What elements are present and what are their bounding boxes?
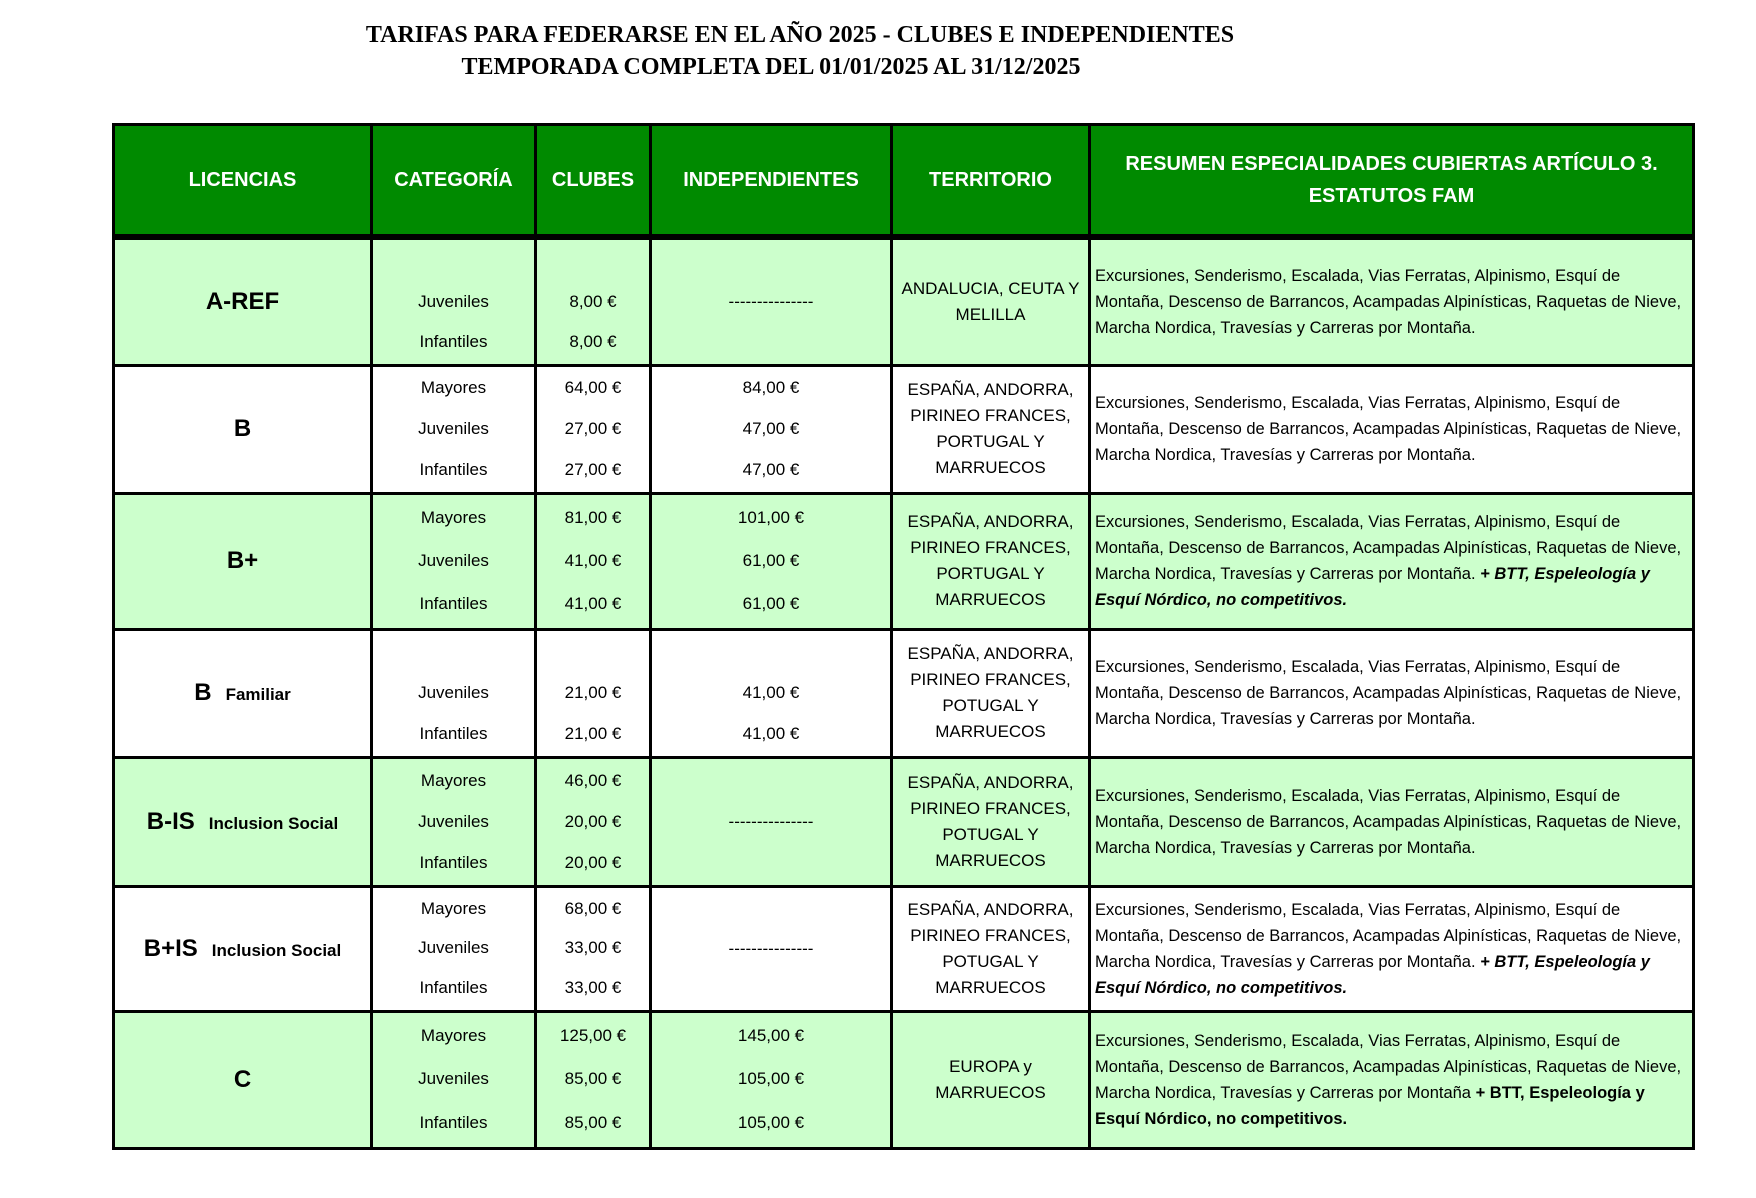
document-title: TARIFAS PARA FEDERARSE EN EL AÑO 2025 - CLUBES E INDEPENDIENTES <box>365 22 1235 48</box>
territorio-cell: ESPAÑA, ANDORRA, PIRINEO FRANCES, PORTUGAL Y MARRUECOS <box>892 365 1090 493</box>
independientes-price-value: 41,00 € <box>742 682 800 702</box>
header-independientes: INDEPENDIENTES <box>651 125 892 238</box>
licencia-name: B <box>233 415 252 442</box>
clubes-price-value: 64,00 € <box>564 378 622 398</box>
licencia-subtitle: Inclusion Social <box>208 813 339 833</box>
categoria-cell <box>372 757 536 886</box>
rates-table <box>112 123 1695 1150</box>
especialidades-text: Excursiones, Senderismo, Escalada, Vias Ferratas, Alpinismo, Esquí de Montaña, Descenso de Barrancos, Acampadas Alpinísticas, Raquetas de Nieve, Marcha Nordica, Travesías y Carreras por Montaña. <box>1095 786 1682 857</box>
independientes-price-value: 61,00 € <box>742 594 800 614</box>
clubes-price-value: 41,00 € <box>564 550 622 570</box>
table-row <box>114 237 1694 365</box>
clubes-price-cell <box>536 237 651 365</box>
independientes-price-value: 105,00 € <box>737 1069 805 1089</box>
especialidades-text: Excursiones, Senderismo, Escalada, Vias Ferratas, Alpinismo, Esquí de Montaña, Descenso de Barrancos, Acampadas Alpinísticas, Raquetas de Nieve, Marcha Nordica, Travesías y Carreras por Montaña. <box>1095 658 1682 728</box>
clubes-price-value <box>537 642 649 662</box>
territorio-cell: ESPAÑA, ANDORRA, PIRINEO FRANCES, POTUGAL Y MARRUECOS <box>892 629 1090 757</box>
categoria-value: Infantiles <box>419 852 488 872</box>
clubes-price-cell <box>536 629 651 757</box>
categoria-value: Mayores <box>420 1025 487 1045</box>
especialidades-extra: + BTT, Espeleología y Esquí Nórdico, no competitivos. <box>1095 565 1650 609</box>
licencia-name: B+ <box>226 547 259 574</box>
clubes-price-value: 41,00 € <box>564 594 622 614</box>
categoria-value: Juveniles <box>418 938 489 958</box>
clubes-price-value: 85,00 € <box>564 1113 622 1133</box>
licencia-name: A-REF <box>205 287 280 315</box>
especialidades-text: Excursiones, Senderismo, Escalada, Vias Ferratas, Alpinismo, Esquí de Montaña, Descenso de Barrancos, Acampadas Alpinísticas, Raquetas de Nieve, Marcha Nordica, Travesías y Carreras por Montaña. <box>1095 900 1682 971</box>
clubes-price-cell <box>536 493 651 629</box>
territorio-cell: EUROPA y MARRUECOS <box>892 1011 1090 1148</box>
categoria-cell <box>372 237 536 365</box>
clubes-price-value: 85,00 € <box>564 1069 622 1089</box>
independientes-price-cell <box>651 237 892 365</box>
table-row <box>114 886 1694 1011</box>
independientes-price-value: 47,00 € <box>742 418 800 438</box>
categoria-value: Infantiles <box>419 1113 488 1133</box>
especialidades-cell <box>1090 629 1694 757</box>
categoria-value: Juveniles <box>418 291 489 311</box>
independientes-price-value: --------------- <box>728 938 814 958</box>
especialidades-cell <box>1090 886 1694 1011</box>
licencia-name: B-IS <box>146 807 195 835</box>
independientes-price-cell <box>651 757 892 886</box>
independientes-price-value <box>652 642 890 662</box>
licencia-name: B <box>194 679 212 706</box>
independientes-price-cell <box>651 1011 892 1148</box>
independientes-price-value: 101,00 € <box>737 507 805 527</box>
header-clubes: CLUBES <box>536 125 651 238</box>
clubes-price-value: 21,00 € <box>564 682 622 702</box>
header-categoria: CATEGORÍA <box>372 125 536 238</box>
clubes-price-value: 81,00 € <box>564 507 622 527</box>
independientes-price-value: 61,00 € <box>742 550 800 570</box>
licencia-cell <box>114 629 372 757</box>
especialidades-cell <box>1090 493 1694 629</box>
independientes-price-value: --------------- <box>728 291 814 311</box>
clubes-price-value: 8,00 € <box>569 332 617 352</box>
licencia-name: B+IS <box>143 934 198 962</box>
table-header-row <box>114 125 1694 238</box>
clubes-price-value: 33,00 € <box>564 978 622 998</box>
categoria-value: Mayores <box>420 770 487 790</box>
clubes-price-cell <box>536 886 651 1011</box>
especialidades-text: Excursiones, Senderismo, Escalada, Vias Ferratas, Alpinismo, Esquí de Montaña, Descenso de Barrancos, Acampadas Alpinísticas, Raquetas de Nieve, Marcha Nordica, Travesías y Carreras por Montaña <box>1095 1031 1682 1102</box>
categoria-value: Juveniles <box>418 811 489 831</box>
licencia-cell <box>114 757 372 886</box>
licencia-subtitle: Inclusion Social <box>211 940 342 960</box>
licencia-name: C <box>233 1065 252 1093</box>
independientes-price-value: 105,00 € <box>737 1113 805 1133</box>
licencia-cell <box>114 493 372 629</box>
categoria-cell <box>372 493 536 629</box>
territorio-cell: ESPAÑA, ANDORRA, PIRINEO FRANCES, POTUGAL Y MARRUECOS <box>892 886 1090 1011</box>
categoria-value: Infantiles <box>419 332 488 352</box>
clubes-price-cell <box>536 1011 651 1148</box>
independientes-price-cell <box>651 629 892 757</box>
territorio-cell: ESPAÑA, ANDORRA, PIRINEO FRANCES, PORTUGAL Y MARRUECOS <box>892 493 1090 629</box>
categoria-cell <box>372 1011 536 1148</box>
categoria-value <box>373 251 534 271</box>
especialidades-text: Excursiones, Senderismo, Escalada, Vias Ferratas, Alpinismo, Esquí de Montaña, Descenso de Barrancos, Acampadas Alpinísticas, Raquetas de Nieve, Marcha Nordica, Travesías y Carreras por Montaña. <box>1095 266 1682 337</box>
independientes-price-cell <box>651 886 892 1011</box>
licencia-cell <box>114 237 372 365</box>
especialidades-cell <box>1090 757 1694 886</box>
categoria-value: Infantiles <box>419 459 488 479</box>
especialidades-text: Excursiones, Senderismo, Escalada, Vias Ferratas, Alpinismo, Esquí de Montaña, Descenso de Barrancos, Acampadas Alpinísticas, Raquetas de Nieve, Marcha Nordica, Travesías y Carreras por Montaña. <box>1095 513 1682 583</box>
header-territorio: TERRITORIO <box>892 125 1090 238</box>
especialidades-cell <box>1090 237 1694 365</box>
categoria-value: Juveniles <box>418 682 489 702</box>
header-licencias: LICENCIAS <box>114 125 372 238</box>
header-resumen: RESUMEN ESPECIALIDADES CUBIERTAS ARTÍCULO 3. ESTATUTOS FAM <box>1090 125 1694 238</box>
categoria-cell <box>372 886 536 1011</box>
independientes-price-value: 145,00 € <box>737 1025 805 1045</box>
table-row <box>114 757 1694 886</box>
especialidades-text: Excursiones, Senderismo, Escalada, Vias Ferratas, Alpinismo, Esquí de Montaña, Descenso de Barrancos, Acampadas Alpinísticas, Raquetas de Nieve, Marcha Nordica, Travesías y Carreras por Montaña. <box>1095 394 1682 464</box>
especialidades-cell <box>1090 365 1694 493</box>
table-row <box>114 629 1694 757</box>
clubes-price-value: 27,00 € <box>564 418 622 438</box>
especialidades-extra: + BTT, Espeleología y Esquí Nórdico, no competitivos. <box>1095 1083 1645 1128</box>
clubes-price-value: 27,00 € <box>564 459 622 479</box>
especialidades-cell <box>1090 1011 1694 1148</box>
independientes-price-cell <box>651 365 892 493</box>
categoria-value: Infantiles <box>419 978 488 998</box>
clubes-price-value: 20,00 € <box>564 852 622 872</box>
independientes-price-value: --------------- <box>728 811 814 831</box>
clubes-price-cell <box>536 757 651 886</box>
categoria-value: Juveniles <box>418 1069 489 1089</box>
clubes-price-value: 20,00 € <box>564 811 622 831</box>
clubes-price-value: 33,00 € <box>564 938 622 958</box>
categoria-value: Juveniles <box>418 418 489 438</box>
categoria-value: Mayores <box>420 378 487 398</box>
categoria-value: Infantiles <box>419 594 488 614</box>
categoria-value: Mayores <box>420 898 487 918</box>
independientes-price-value: 47,00 € <box>742 459 800 479</box>
territorio-cell: ANDALUCIA, CEUTA Y MELILLA <box>892 237 1090 365</box>
independientes-price-cell <box>651 493 892 629</box>
categoria-value: Juveniles <box>418 550 489 570</box>
table-row <box>114 493 1694 629</box>
licencia-subtitle: Familiar <box>225 685 291 704</box>
categoria-value: Mayores <box>420 507 487 527</box>
clubes-price-value: 125,00 € <box>559 1025 627 1045</box>
independientes-price-value: 84,00 € <box>742 378 800 398</box>
season-subtitle: TEMPORADA COMPLETA DEL 01/01/2025 AL 31/12/2025 <box>461 54 1081 80</box>
clubes-price-value: 68,00 € <box>564 898 622 918</box>
clubes-price-value: 46,00 € <box>564 770 622 790</box>
categoria-value: Infantiles <box>419 723 488 743</box>
categoria-cell <box>372 629 536 757</box>
clubes-price-value: 21,00 € <box>564 723 622 743</box>
clubes-price-value <box>537 251 649 271</box>
territorio-cell: ESPAÑA, ANDORRA, PIRINEO FRANCES, POTUGAL Y MARRUECOS <box>892 757 1090 886</box>
licencia-cell <box>114 1011 372 1148</box>
licencia-cell <box>114 365 372 493</box>
licencia-cell <box>114 886 372 1011</box>
clubes-price-cell <box>536 365 651 493</box>
especialidades-extra: + BTT, Espeleología y Esquí Nórdico, no competitivos. <box>1095 952 1650 997</box>
table-row <box>114 365 1694 493</box>
categoria-cell <box>372 365 536 493</box>
clubes-price-value: 8,00 € <box>569 291 617 311</box>
categoria-value <box>373 642 534 662</box>
table-row <box>114 1011 1694 1148</box>
independientes-price-value: 41,00 € <box>742 723 800 743</box>
